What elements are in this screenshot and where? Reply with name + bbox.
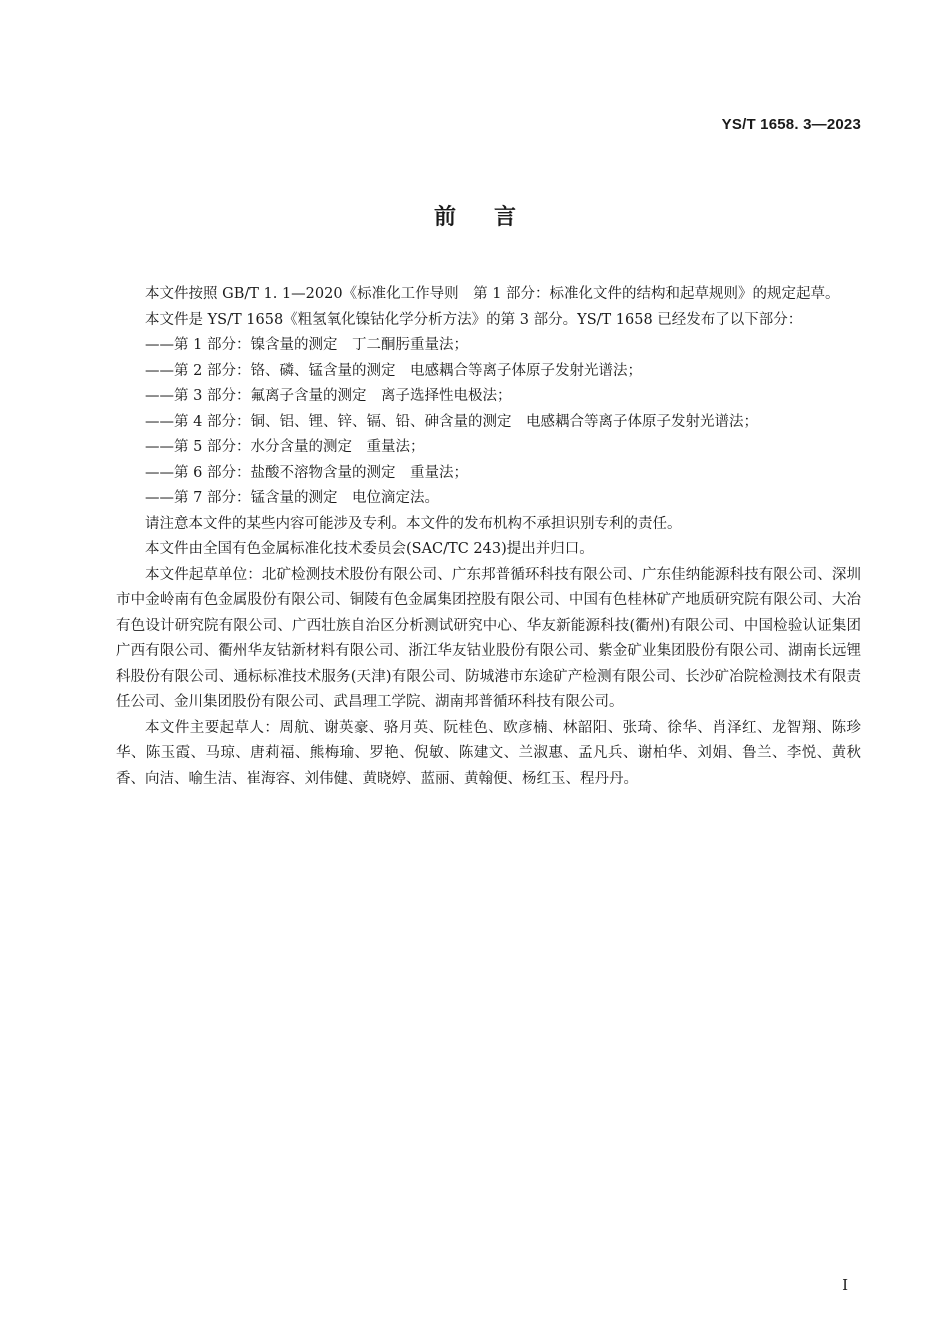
list-item-part-6: ——第 6 部分：盐酸不溶物含量的测定 重量法； [145, 464, 468, 481]
foreword-body [116, 282, 861, 792]
document-code: YS/T 1658. 3—2023 [721, 116, 861, 133]
list-item-part-4: ——第 4 部分：铜、铝、锂、锌、镉、铅、砷含量的测定 电感耦合等离子体原子发射光谱法； [145, 413, 758, 430]
paragraph-committee: 本文件由全国有色金属标准化技术委员会(SAC/TC 243)提出并归口。 [145, 541, 594, 557]
list-item-part-7: ——第 7 部分：锰含量的测定 电位滴定法。 [145, 490, 439, 506]
paragraph-drafting-units: 本文件起草单位：北矿检测技术股份有限公司、广东邦普循环科技有限公司、广东佳纳能源科技有限公司、深圳市中金岭南有色金属股份有限公司、铜陵有色金属集团控股有限公司、中国有色桂林矿产地质研究院有限公司、大冶有色设计研究院有限公司、广西壮族自治区分析测试研究中心、华友新能源科技(衢州)有限公司、中国检验认证集团广西有限公司、衢州华友钴新材料有限公司、浙江华友钴业股份有限公司、紫金矿业集团股份有限公司、湖南长远锂科股份有限公司、通标标准技术服务(天津)有限公司、防城港市东途矿产检测有限公司、长沙矿冶院检测技术有限责任公司、金川集团股份有限公司、武昌理工学院、湖南邦普循环科技有限公司。 [116, 566, 861, 710]
paragraph-series-intro: 本文件是 YS/T 1658《粗氢氧化镍钴化学分析方法》的第 3 部分。YS/T 1658 已经发布了以下部分： [145, 311, 803, 328]
paragraph-drafters: 本文件主要起草人：周航、谢英豪、骆月英、阮桂色、欧彦楠、林韶阳、张琦、徐华、肖泽红、龙智翔、陈珍华、陈玉霞、马琼、唐莉福、熊梅瑜、罗艳、倪敏、陈建文、兰淑惠、孟凡兵、谢柏华、刘娟、鲁兰、李悦、黄秋香、向洁、喻生洁、崔海容、刘伟健、黄晓婷、蓝丽、黄翰便、杨红玉、程丹丹。 [116, 719, 861, 787]
list-item-part-1: ——第 1 部分：镍含量的测定 丁二酮肟重量法； [145, 337, 468, 353]
paragraph-patent-notice: 请注意本文件的某些内容可能涉及专利。本文件的发布机构不承担识别专利的责任。 [145, 515, 682, 532]
list-item-part-2: ——第 2 部分：铬、磷、锰含量的测定 电感耦合等离子体原子发射光谱法； [145, 362, 642, 379]
list-item-part-5: ——第 5 部分：水分含量的测定 重量法； [145, 439, 425, 455]
list-item-part-3: ——第 3 部分：氟离子含量的测定 离子选择性电极法； [145, 388, 512, 404]
page-number: I [842, 1276, 848, 1294]
paragraph-drafting-basis: 本文件按照 GB/T 1. 1—2020《标准化工作导则 第 1 部分：标准化文件的结构和起草规则》的规定起草。 [145, 286, 840, 302]
page-title: 前言 [433, 205, 554, 230]
